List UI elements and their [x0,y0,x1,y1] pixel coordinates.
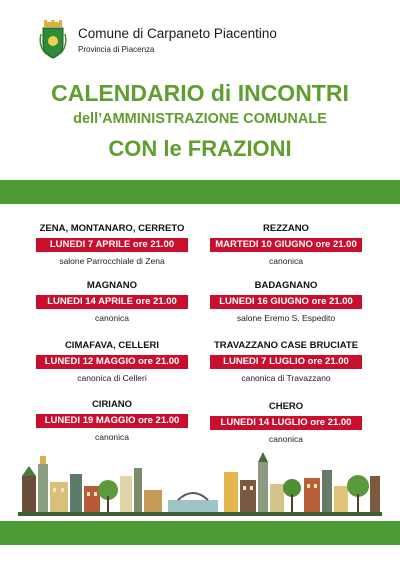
event-place: BADAGNANO [254,280,318,291]
municipality-header [38,20,368,64]
event-date: LUNEDI 16 GIUGNO ore 21.00 [210,295,362,309]
event-place: MAGNANO [86,280,138,291]
event-travazzano [210,339,362,384]
event-badagnano [210,279,362,324]
page-subtitle: dell’AMMINISTRAZIONE COMUNALE [73,111,327,127]
event-venue: canonica di Travazzano [241,373,331,383]
event-place: ZENA, MONTANARO, CERRETO [39,223,185,234]
event-date: LUNEDI 12 MAGGIO ore 21.00 [36,355,188,369]
event-ciriano [36,398,188,443]
event-place: CIRIANO [91,399,133,410]
event-venue: salone Parrocchiale di Zena [59,256,165,266]
municipality-name: Comune di Carpaneto Piacentino [78,26,277,41]
event-place: CIMAFAVA, CELLERI [64,340,160,351]
event-place: TRAVAZZANO CASE BRUCIATE [213,340,359,351]
municipal-crest-icon [38,20,68,60]
event-place: REZZANO [263,223,309,234]
event-rezzano [210,222,362,267]
event-cimafava [36,339,188,384]
event-venue: canonica [268,256,304,266]
province-name: Provincia di Piacenza [78,45,155,54]
event-chero [210,400,362,445]
page-title: CALENDARIO di INCONTRI [51,80,349,106]
event-date: LUNEDI 14 LUGLIO ore 21.00 [210,416,362,430]
event-date: MARTEDI 10 GIUGNO ore 21.00 [210,238,362,252]
bottom-green-band [0,521,400,545]
event-magnano [36,279,188,324]
event-venue: canonica di Celleri [77,373,147,383]
event-venue: canonica [94,432,130,442]
event-date: LUNEDI 14 APRILE ore 21.00 [36,295,188,309]
event-place: CHERO [268,401,304,412]
event-venue: salone Eremo S. Espedito [236,313,336,323]
event-date: LUNEDI 19 MAGGIO ore 21.00 [36,414,188,428]
top-green-band [0,180,400,204]
event-date: LUNEDI 7 LUGLIO ore 21.00 [210,355,362,369]
event-date: LUNEDI 7 APRILE ore 21.00 [36,238,188,252]
event-venue: canonica [268,434,304,444]
page-subtitle-2: CON le FRAZIONI [108,136,292,161]
town-skyline-illustration [18,446,382,516]
event-venue: canonica [94,313,130,323]
event-zena [36,222,188,267]
